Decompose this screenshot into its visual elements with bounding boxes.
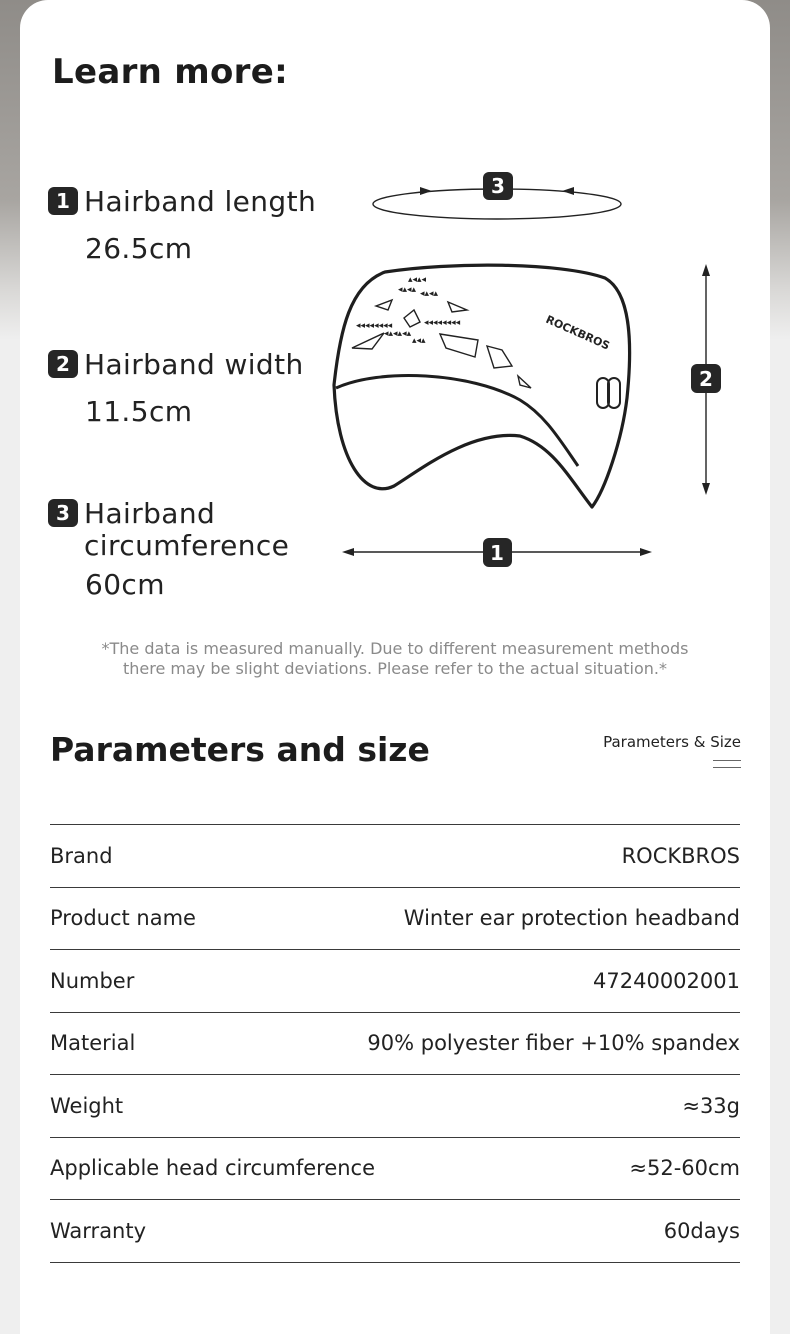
- parameters-heading: Parameters and size: [50, 730, 430, 769]
- param-key: Warranty: [50, 1218, 147, 1243]
- svg-text:◂▴◂▴: ◂▴◂▴: [420, 289, 439, 299]
- length-indicator: [342, 538, 652, 567]
- param-key: Applicable head circumference: [50, 1156, 376, 1181]
- table-row: [50, 825, 740, 888]
- brand-logo-text: ROCKBROS: [543, 312, 612, 353]
- measurement-note: [20, 639, 770, 679]
- spec-label: Hairband: [84, 497, 216, 530]
- spec-label: Hairband width: [84, 348, 304, 381]
- param-value: Winter ear protection headband: [403, 906, 740, 931]
- note-line: *The data is measured manually. Due to different measurement methods: [101, 639, 689, 658]
- spec-value: 11.5cm: [85, 395, 193, 428]
- param-value: ROCKBROS: [621, 843, 740, 868]
- note-line: there may be slight deviations. Please refer to the actual situation.*: [123, 659, 667, 678]
- param-key: Material: [50, 1031, 136, 1056]
- menu-lines-icon: [713, 760, 741, 768]
- spec-label: Hairband length: [84, 185, 317, 218]
- parameters-tag-label: Parameters & Size: [603, 733, 741, 751]
- table-row: [50, 1075, 740, 1138]
- param-value: 47240002001: [593, 968, 740, 993]
- learn-more-heading: Learn more:: [52, 52, 288, 92]
- parameters-table: [50, 824, 740, 1263]
- svg-text:◂◂◂◂◂◂◂◂: ◂◂◂◂◂◂◂◂: [424, 318, 461, 328]
- param-value: 60days: [663, 1218, 740, 1243]
- svg-text:▴◂▴◂: ▴◂▴◂: [408, 275, 427, 285]
- table-row: [50, 1013, 740, 1076]
- svg-text:◂◂◂◂◂◂◂◂: ◂◂◂◂◂◂◂◂: [356, 321, 393, 331]
- param-key: Number: [50, 968, 135, 993]
- svg-text:2: 2: [699, 367, 713, 391]
- headband-diagram: [0, 0, 790, 640]
- spec-value: 26.5cm: [85, 232, 193, 265]
- headband-icon: [334, 265, 630, 507]
- svg-text:▴◂▴: ▴◂▴: [412, 336, 426, 346]
- param-value: ≈52-60cm: [629, 1156, 740, 1181]
- svg-text:3: 3: [491, 174, 505, 198]
- svg-text:1: 1: [490, 541, 504, 565]
- table-row: [50, 1138, 740, 1201]
- param-key: Product name: [50, 906, 196, 931]
- param-key: Weight: [50, 1093, 124, 1118]
- table-row: [50, 888, 740, 951]
- spec-number-badge: 3: [48, 499, 78, 527]
- spec-value: 60cm: [85, 568, 165, 601]
- spec-label: circumference: [84, 529, 290, 562]
- svg-text:◂▴◂▴◂▴: ◂▴◂▴◂▴: [384, 329, 412, 339]
- param-value: 90% polyester fiber +10% spandex: [367, 1031, 740, 1056]
- width-indicator: [691, 264, 721, 495]
- param-key: Brand: [50, 843, 113, 868]
- spec-number-badge: 2: [48, 350, 78, 378]
- svg-text:◂▴◂▴: ◂▴◂▴: [398, 285, 417, 295]
- param-value: ≈33g: [682, 1093, 740, 1118]
- table-row: [50, 950, 740, 1013]
- table-row: [50, 1200, 740, 1263]
- spec-number-badge: 1: [48, 187, 78, 215]
- circumference-indicator: [373, 172, 621, 219]
- parameters-tag: [603, 733, 741, 768]
